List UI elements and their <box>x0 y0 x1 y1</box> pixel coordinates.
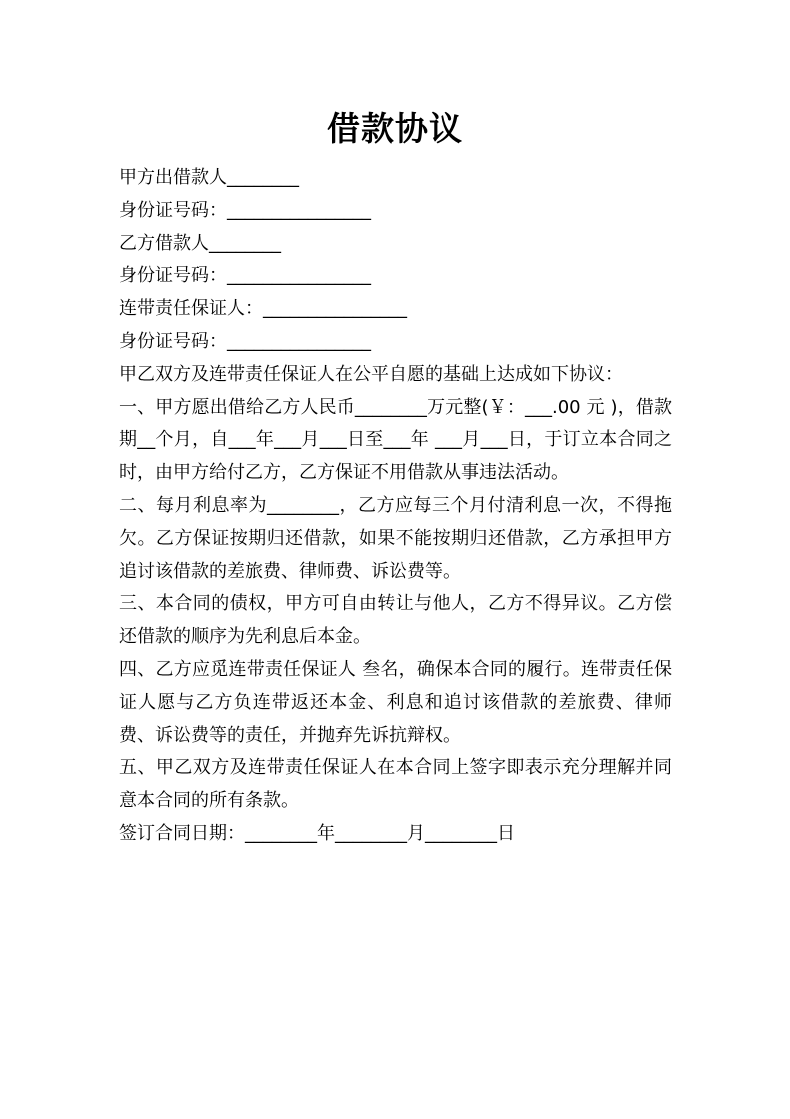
clause-5: 五、甲乙双方及连带责任保证人在本合同上签字即表示充分理解并同意本合同的所有条款。 <box>119 757 672 812</box>
clause-3: 三、本合同的债权，甲方可自由转让与他人，乙方不得异议。乙方偿还借款的顺序为先利息后本金。 <box>119 593 672 648</box>
sign-date-field: 签订合同日期：________年________月________日 <box>119 822 515 844</box>
document-title: 借款协议 <box>327 109 463 148</box>
lender-id-field: 身份证号码：________________ <box>119 199 371 221</box>
lender-field: 甲方出借款人________ <box>119 167 299 188</box>
clause-1: 一、甲方愿出借给乙方人民币________万元整(￥：___.00 元 )，借款期__个月，自___年___月___日至___年 ___月___日，于订立本合同之时，由甲方给付乙方，乙方保证不用借款从事违法活动。 <box>119 396 672 484</box>
borrower-field: 乙方借款人________ <box>119 232 281 254</box>
guarantor-id-field: 身份证号码：________________ <box>119 330 371 352</box>
agreement-intro: 甲乙双方及连带责任保证人在公平自愿的基础上达成如下协议： <box>119 363 623 385</box>
guarantor-field: 连带责任保证人：________________ <box>119 298 407 320</box>
document-body <box>119 162 672 851</box>
clause-2: 二、每月利息率为________，乙方应每三个月付清利息一次，不得拖欠。乙方保证按期归还借款，如果不能按期归还借款，乙方承担甲方追讨该借款的差旅费、律师费、诉讼费等。 <box>119 494 672 582</box>
clause-4: 四、乙方应觅连带责任保证人 叁名，确保本合同的履行。连带责任保证人愿与乙方负连带返还本金、利息和追讨该借款的差旅费、律师费、诉讼费等的责任，并抛弃先诉抗辩权。 <box>119 658 672 746</box>
borrower-id-field: 身份证号码：________________ <box>119 265 371 287</box>
